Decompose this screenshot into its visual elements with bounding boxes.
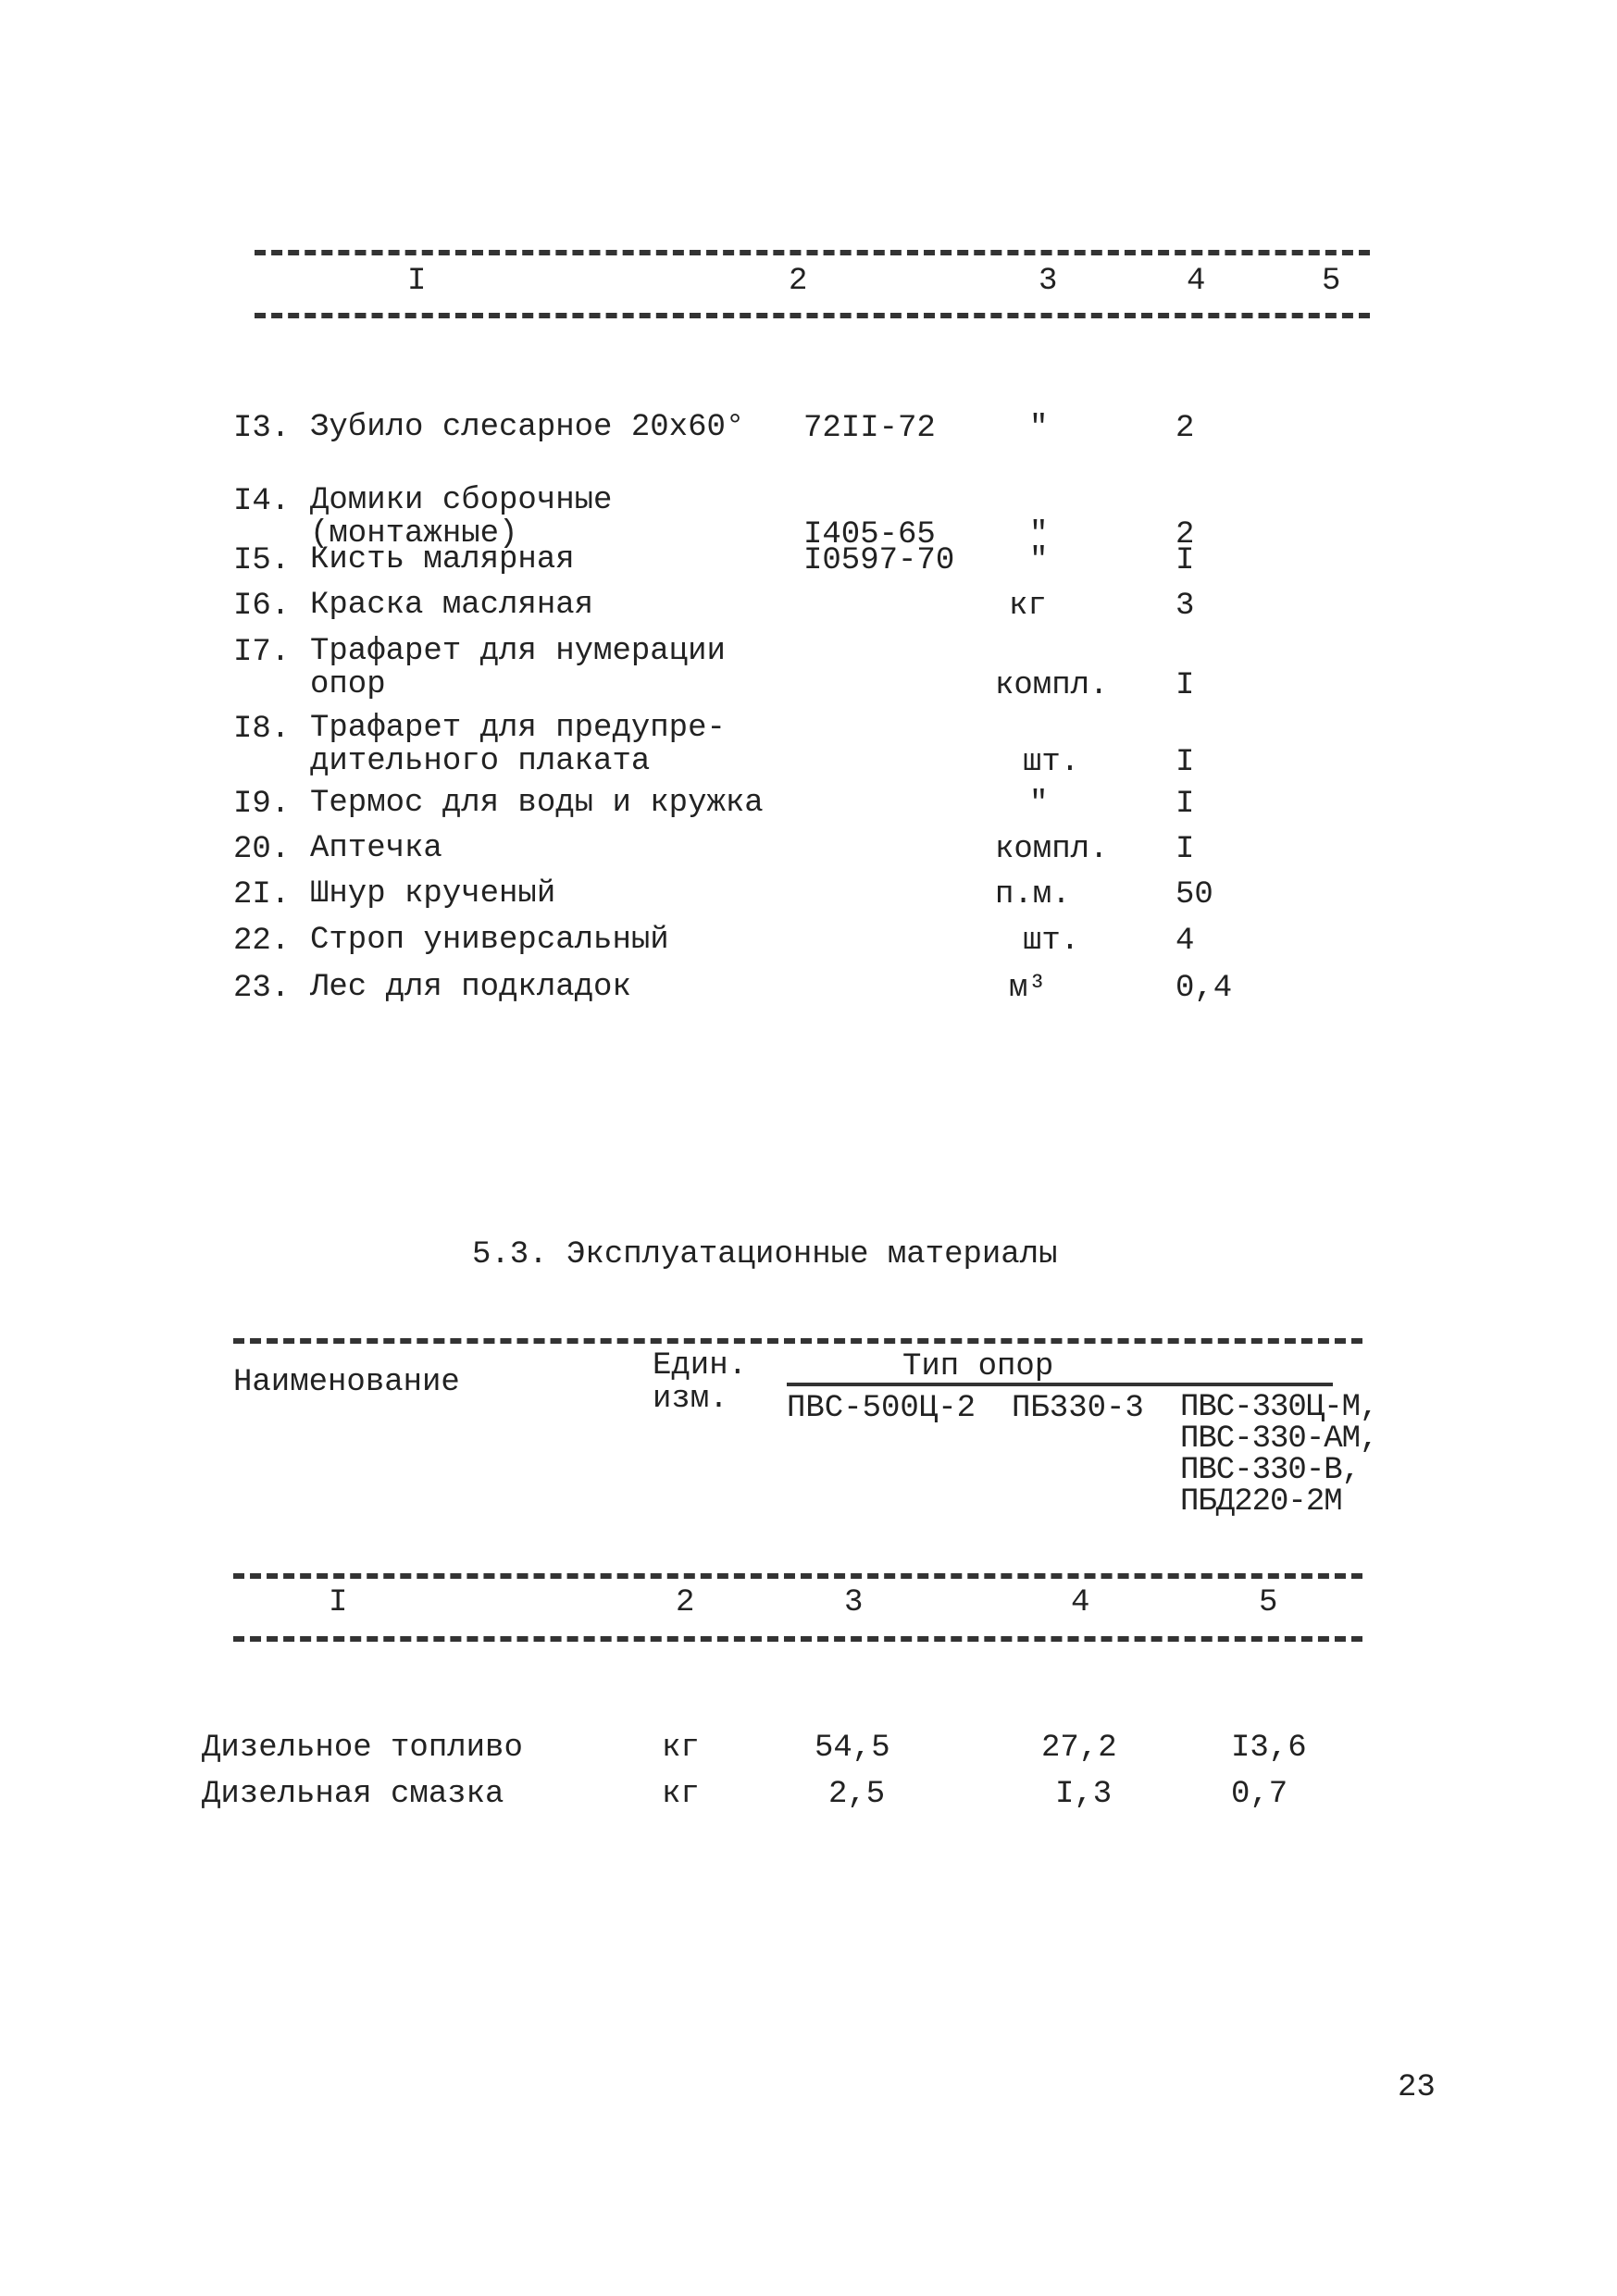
- quantity: 2: [1175, 517, 1195, 552]
- unit: ": [1029, 787, 1049, 822]
- col-number: 2: [789, 264, 808, 299]
- item-name: [310, 877, 555, 911]
- row-number: I5.: [233, 543, 291, 578]
- unit: кг: [1009, 589, 1047, 624]
- item-name-line: Термос для воды и кружка: [310, 786, 764, 821]
- quantity: I: [1175, 543, 1195, 578]
- col-number: 3: [1039, 264, 1058, 299]
- unit: компл.: [995, 832, 1109, 867]
- unit: м³: [1009, 971, 1047, 1006]
- unit: ": [1029, 517, 1049, 552]
- unit: шт.: [1023, 924, 1080, 959]
- quantity: I: [1175, 745, 1195, 780]
- col-number: I: [407, 264, 427, 299]
- table1-header-rule: [255, 313, 1370, 318]
- type-line: ПВС-330-В,: [1180, 1453, 1361, 1488]
- table2-type-col-3: [1180, 1392, 1377, 1518]
- value-pb330: I,3: [1055, 1777, 1113, 1812]
- col-number: 2: [676, 1585, 695, 1620]
- item-name: [310, 484, 612, 551]
- quantity: I: [1175, 832, 1195, 867]
- quantity: 3: [1175, 589, 1195, 624]
- item-name: [310, 971, 631, 1004]
- unit: компл.: [995, 668, 1109, 703]
- section-title: 5.3. Эксплуатационные материалы: [472, 1237, 1058, 1272]
- quantity: 4: [1175, 924, 1195, 959]
- row-number: 20.: [233, 832, 291, 867]
- table2-header-rule: [233, 1636, 1362, 1642]
- item-name-line: опор: [310, 667, 386, 702]
- value-pb330: 27,2: [1041, 1731, 1117, 1766]
- item-name-line: Аптечка: [310, 831, 442, 866]
- unit-header-line: изм.: [653, 1382, 728, 1417]
- unit: п.м.: [995, 877, 1071, 912]
- material-name: Дизельное топливо: [202, 1731, 523, 1766]
- row-number: 2I.: [233, 877, 291, 912]
- material-name: Дизельная смазка: [202, 1777, 504, 1812]
- item-name-line: Краска масляная: [310, 588, 594, 623]
- unit-header-line: Един.: [653, 1348, 748, 1384]
- unit: кг: [662, 1777, 700, 1812]
- col-number: 4: [1187, 264, 1206, 299]
- col-number: 4: [1071, 1585, 1090, 1620]
- value-pvs330: 0,7: [1231, 1777, 1288, 1812]
- item-name-line: Кисть малярная: [310, 542, 575, 577]
- quantity: I: [1175, 668, 1195, 703]
- item-name: [310, 589, 593, 622]
- item-name-line: Домики сборочные: [310, 483, 613, 518]
- row-number: I7.: [233, 635, 291, 670]
- type-line: ПВС-330Ц-М,: [1180, 1390, 1378, 1425]
- item-name: [310, 635, 726, 701]
- quantity: I: [1175, 787, 1195, 822]
- standard-code: I0597-70: [803, 543, 955, 578]
- col-number: 5: [1322, 264, 1341, 299]
- value-pvs330: I3,6: [1231, 1731, 1307, 1766]
- type-line: ПВС-500Ц-2: [787, 1391, 976, 1426]
- item-name: [310, 712, 726, 778]
- item-name-line: Строп универсальный: [310, 923, 669, 958]
- table1-top-rule: [255, 250, 1370, 255]
- row-number: 22.: [233, 924, 291, 959]
- item-name-line: дительного плаката: [310, 744, 651, 779]
- row-number: I8.: [233, 712, 291, 747]
- table2-col-unit-header: [653, 1349, 747, 1416]
- table2-type-col-1: [787, 1392, 976, 1425]
- item-name: [310, 924, 669, 957]
- item-name-line: (монтажные): [310, 516, 518, 552]
- table2-top-rule: [233, 1338, 1362, 1344]
- row-number: I3.: [233, 411, 291, 446]
- item-name-line: Шнур крученый: [310, 876, 556, 912]
- type-line: ПВС-330-АМ,: [1180, 1421, 1378, 1457]
- row-number: I4.: [233, 484, 291, 519]
- unit: кг: [662, 1731, 700, 1766]
- unit: ": [1029, 411, 1049, 446]
- table2-col-name-header: Наименование: [233, 1365, 460, 1400]
- col-number: 3: [844, 1585, 864, 1620]
- col-number: 5: [1259, 1585, 1278, 1620]
- item-name-line: Лес для подкладок: [310, 970, 631, 1005]
- item-name: [310, 787, 764, 820]
- table2-group-rule: [787, 1383, 1333, 1386]
- col-number: I: [329, 1585, 348, 1620]
- type-line: ПБ330-3: [1012, 1391, 1144, 1426]
- page-number: 23: [1398, 2070, 1436, 2105]
- row-number: 23.: [233, 971, 291, 1006]
- quantity: 2: [1175, 411, 1195, 446]
- table2-type-col-2: [1012, 1392, 1144, 1425]
- quantity: 50: [1175, 877, 1213, 912]
- table2-group-header: Тип опор: [902, 1349, 1054, 1384]
- item-name-line: Зубило слесарное 20х60°: [310, 410, 745, 445]
- quantity: 0,4: [1175, 971, 1233, 1006]
- value-pvs500: 2,5: [828, 1777, 886, 1812]
- table2-mid-rule: [233, 1573, 1362, 1579]
- row-number: I6.: [233, 589, 291, 624]
- type-line: ПБД220-2М: [1180, 1484, 1342, 1520]
- item-name-line: Трафарет для предупре-: [310, 711, 726, 746]
- item-name-line: Трафарет для нумерации: [310, 634, 726, 669]
- standard-code: 72II-72: [803, 411, 936, 446]
- unit: ": [1029, 543, 1049, 578]
- unit: шт.: [1023, 745, 1080, 780]
- row-number: I9.: [233, 787, 291, 822]
- item-name: [310, 411, 744, 444]
- standard-code: I405-65: [803, 517, 936, 552]
- value-pvs500: 54,5: [815, 1731, 890, 1766]
- item-name: [310, 832, 442, 865]
- item-name: [310, 543, 575, 577]
